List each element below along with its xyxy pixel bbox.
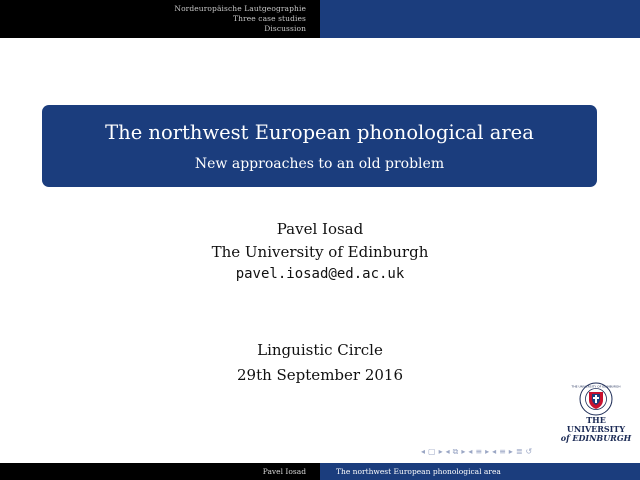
header-sections-panel (0, 0, 320, 38)
section-icon[interactable]: ≡ (475, 447, 483, 456)
header-accent-panel (320, 0, 640, 38)
nav-prev-icon[interactable]: ◂ (421, 447, 426, 456)
footer-bar (0, 463, 640, 480)
nav-prev-icon[interactable]: ◂ (468, 447, 473, 456)
footer-author: Pavel Iosad (262, 467, 306, 476)
section-link-case-studies[interactable]: Three case studies (232, 14, 306, 23)
university-logo (558, 382, 634, 448)
nav-next-icon[interactable]: ▸ (461, 447, 466, 456)
event-date: 29th September 2016 (236, 366, 404, 384)
search-icon[interactable]: ↺ (525, 447, 533, 456)
beamer-navigation (421, 447, 532, 457)
logo-ring-text: THE UNIVERSITY OF EDINBURGH (571, 384, 621, 389)
nav-next-icon[interactable]: ▸ (438, 447, 443, 456)
footer-author-panel (0, 463, 320, 480)
section-navigation (174, 4, 306, 34)
nav-prev-icon[interactable]: ◂ (445, 447, 450, 456)
logo-text-line2: of EDINBURGH (560, 433, 632, 443)
section-link-discussion[interactable]: Discussion (264, 24, 306, 33)
footer-title: The northwest European phonological area (336, 467, 501, 476)
title-block (42, 105, 597, 187)
frame-icon[interactable]: ▢ (428, 447, 436, 456)
align-icon[interactable]: ≣ (515, 447, 523, 456)
author-email: pavel.iosad@ed.ac.uk (235, 266, 405, 282)
author-name: Pavel Iosad (276, 220, 364, 238)
event-name: Linguistic Circle (257, 341, 383, 359)
presentation-subtitle: New approaches to an old problem (194, 156, 445, 172)
header-bar (0, 0, 640, 38)
university-crest-icon (571, 382, 621, 416)
nav-prev-icon[interactable]: ◂ (492, 447, 497, 456)
nav-next-icon[interactable]: ▸ (508, 447, 513, 456)
subsubsection-icon[interactable]: ≡ (499, 447, 506, 456)
nav-next-icon[interactable]: ▸ (485, 447, 490, 456)
footer-title-panel (320, 463, 640, 480)
subsection-icon[interactable]: ⧉ (452, 447, 459, 456)
logo-text-line1: THE UNIVERSITY (566, 415, 626, 434)
presentation-title: The northwest European phonological area (105, 121, 534, 144)
author-institution: The University of Edinburgh (211, 243, 429, 261)
section-link-nordeuropaische[interactable]: Nordeuropäische Lautgeographie (174, 4, 306, 13)
